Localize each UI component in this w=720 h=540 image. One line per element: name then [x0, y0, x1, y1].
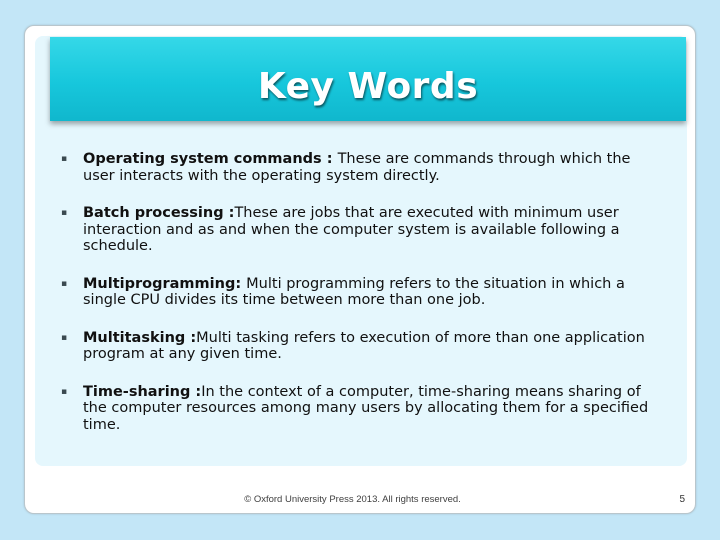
- term-label: Multitasking :: [83, 329, 197, 346]
- term-description: Multi programming refers to the situation in which a single CPU divides its time between more than one job.: [83, 275, 625, 308]
- list-item: [61, 330, 661, 363]
- slide-title: Key Words: [257, 65, 479, 107]
- term-label: Time-sharing :: [83, 383, 202, 400]
- page-number: 5: [679, 494, 685, 505]
- term-label: Batch processing :: [83, 205, 235, 221]
- term-description: These are commands through which the user interacts with the operating system directly.: [83, 151, 631, 184]
- term-label: Operating system commands :: [83, 151, 338, 167]
- bullet-icon: ▪: [61, 208, 68, 218]
- term-description: These are jobs that are executed with minimum user interaction and as and when the computer system is available following a schedule.: [83, 205, 620, 254]
- bullet-icon: ▪: [61, 278, 68, 289]
- term-description: Multi tasking refers to execution of more than one application program at any given time.: [83, 329, 645, 362]
- bullet-list: [61, 151, 661, 454]
- bullet-icon: ▪: [61, 332, 68, 343]
- list-item: [61, 205, 661, 255]
- bullet-icon: ▪: [61, 386, 68, 397]
- term-description: In the context of a computer, time-sharing means sharing of the computer resources among many users by allocating them for a specified time.: [83, 383, 649, 433]
- list-item: [61, 276, 661, 309]
- bullet-icon: ▪: [61, 154, 68, 164]
- slide: [24, 25, 696, 514]
- list-item: [61, 151, 661, 184]
- copyright-footer: © Oxford University Press 2013. All rights reserved.: [244, 494, 461, 505]
- title-bar: [50, 37, 686, 121]
- list-item: [61, 384, 661, 434]
- term-label: Multiprogramming:: [83, 275, 247, 292]
